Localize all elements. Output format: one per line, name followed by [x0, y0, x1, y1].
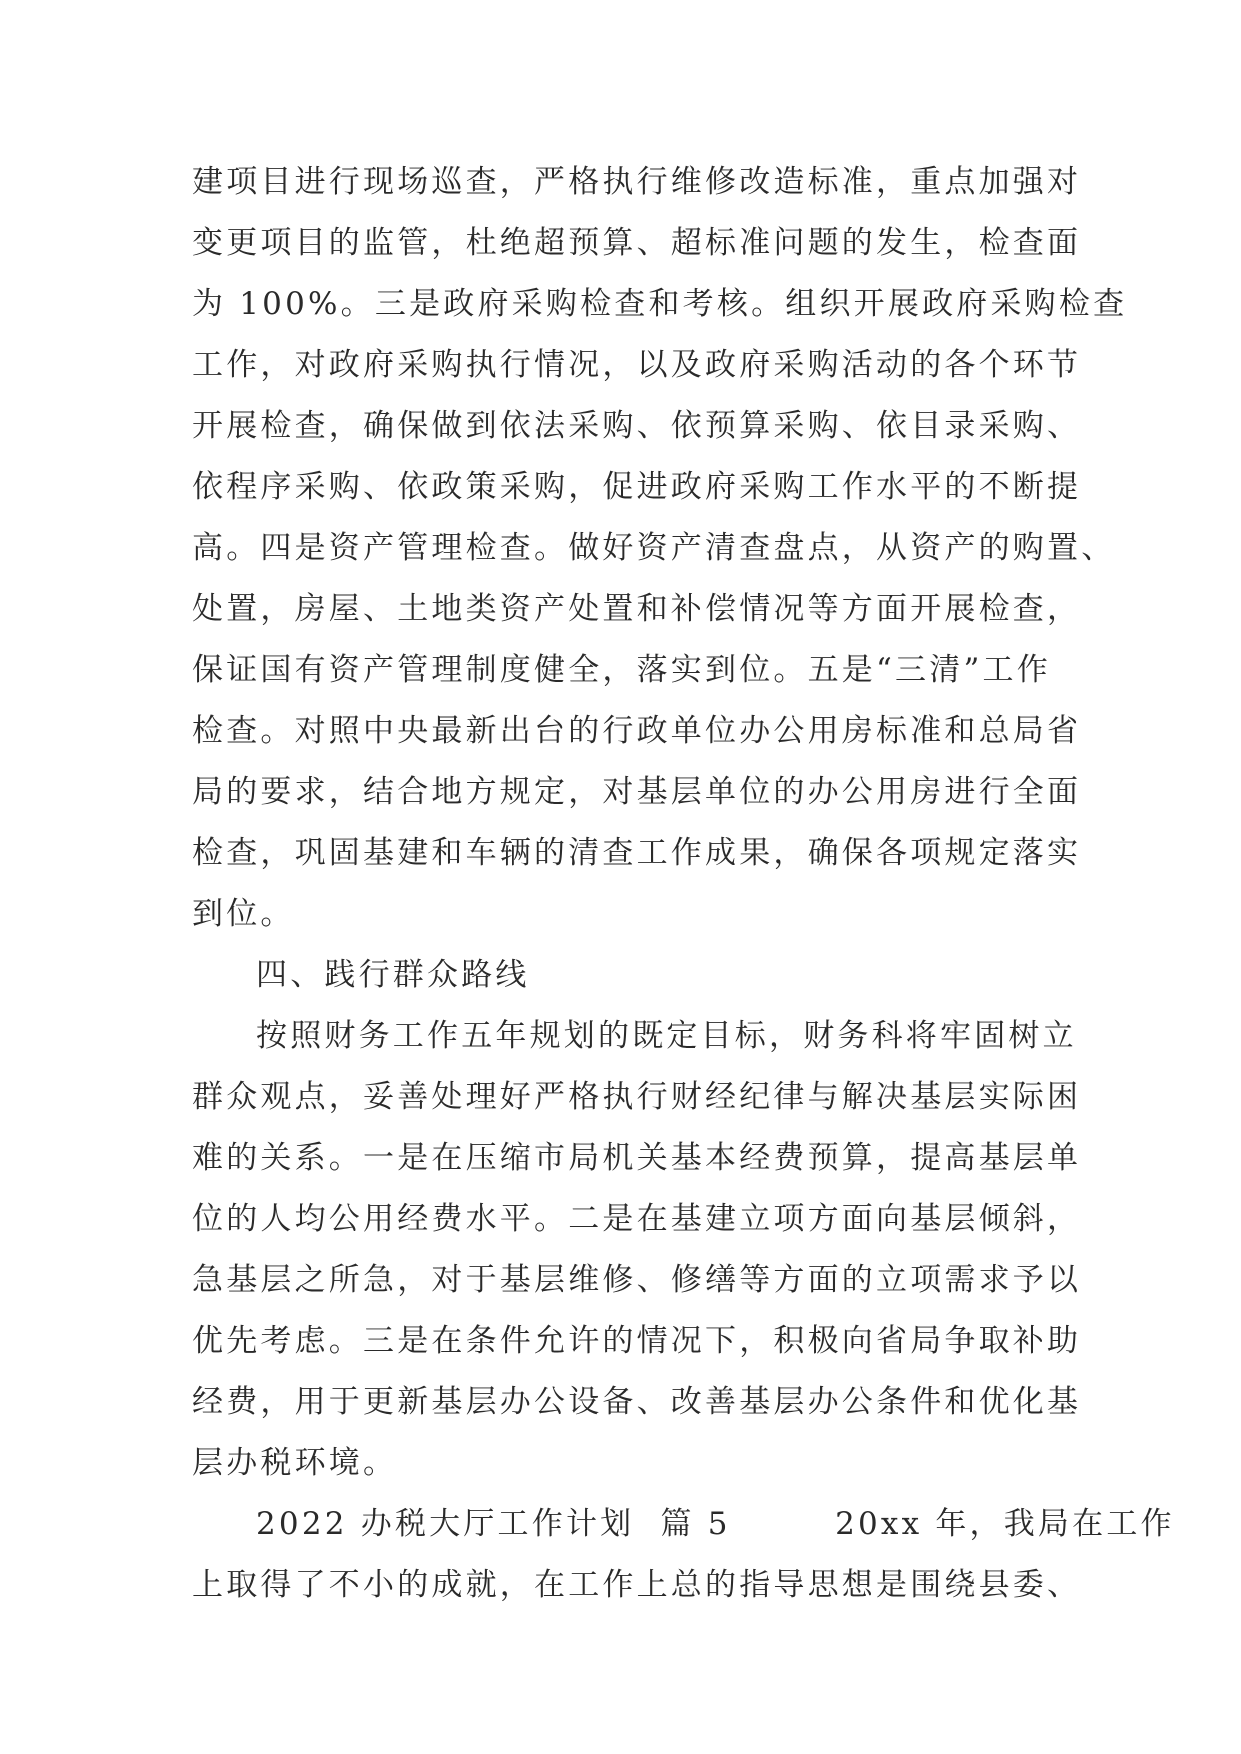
paragraph-line: 群众观点，妥善处理好严格执行财经纪律与解决基层实际困	[192, 1079, 1082, 1115]
section-heading: 四、践行群众路线	[256, 957, 530, 993]
paragraph-line: 检查，巩固基建和车辆的清查工作成果，确保各项规定落实	[192, 835, 1082, 871]
paragraph-line: 保证国有资产管理制度健全，落实到位。五是“三清”工作	[192, 652, 1051, 688]
paragraph-line: 急基层之所急，对于基层维修、修缮等方面的立项需求予以	[192, 1262, 1082, 1298]
paragraph-line: 上取得了不小的成就，在工作上总的指导思想是围绕县委、	[192, 1567, 1082, 1603]
paragraph-line: 到位。	[192, 896, 295, 932]
paragraph-line: 优先考虑。三是在条件允许的情况下，积极向省局争取补助	[192, 1323, 1082, 1359]
paragraph-line: 为 100%。三是政府采购检查和考核。组织开展政府采购检查	[192, 286, 1128, 322]
paragraph-line: 开展检查，确保做到依法采购、依预算采购、依目录采购、	[192, 408, 1082, 444]
paragraph-line: 建项目进行现场巡查，严格执行维修改造标准，重点加强对	[192, 164, 1082, 200]
paragraph-line: 处置，房屋、土地类资产处置和补偿情况等方面开展检查，	[192, 591, 1082, 627]
paragraph-line: 层办税环境。	[192, 1445, 398, 1481]
paragraph-line: 位的人均公用经费水平。二是在基建立项方面向基层倾斜，	[192, 1201, 1082, 1237]
paragraph-line: 变更项目的监管，杜绝超预算、超标准问题的发生，检查面	[192, 225, 1082, 261]
paragraph-line: 难的关系。一是在压缩市局机关基本经费预算，提高基层单	[192, 1140, 1082, 1176]
paragraph-line: 局的要求，结合地方规定，对基层单位的办公用房进行全面	[192, 774, 1082, 810]
paragraph-line: 经费，用于更新基层办公设备、改善基层办公条件和优化基	[192, 1384, 1082, 1420]
paragraph-line: 工作，对政府采购执行情况，以及政府采购活动的各个环节	[192, 347, 1082, 383]
paragraph-line: 高。四是资产管理检查。做好资产清查盘点，从资产的购置、	[192, 530, 1116, 566]
paragraph-line: 2022 办税大厅工作计划 篇 5 20xx 年，我局在工作	[256, 1506, 1175, 1542]
paragraph-line: 检查。对照中央最新出台的行政单位办公用房标准和总局省	[192, 713, 1082, 749]
paragraph-line: 依程序采购、依政策采购，促进政府采购工作水平的不断提	[192, 469, 1082, 505]
paragraph-line: 按照财务工作五年规划的既定目标，财务科将牢固树立	[256, 1018, 1077, 1054]
